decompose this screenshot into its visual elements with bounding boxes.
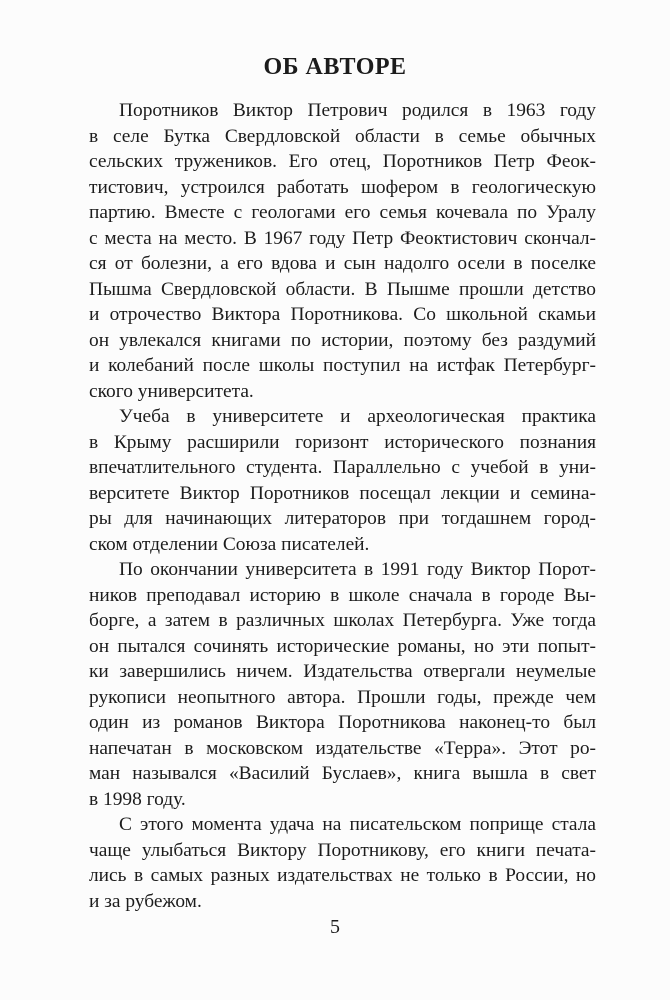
text-line: и отрочество Виктора Поротникова. Со школьной скамьи (89, 304, 596, 325)
text-line: ников преподавал историю в школе сначала в городе Вы- (89, 584, 596, 606)
paragraph (89, 404, 596, 557)
text-line: и колебаний после школы поступил на истфак Петербург- (89, 355, 596, 376)
text-line: он увлекался книгами по истории, поэтому без раздумий (89, 329, 596, 351)
text-line: один из романов Виктора Поротникова наконец-то был (89, 712, 596, 733)
text-line: борге, а затем в различных школах Петербурга. Уже тогда (89, 610, 596, 631)
text-line: Учеба в университете и археологическая практика (119, 406, 596, 427)
page-number: 5 (330, 916, 340, 938)
text-line: ского университета. (89, 380, 254, 402)
text-line: в 1998 году. (89, 788, 186, 810)
text-line: тистович, устроился работать шофером в геологическую (89, 176, 596, 198)
text-line: ры для начинающих литераторов при тогдашнем город- (89, 508, 596, 529)
paragraph (89, 812, 596, 914)
text-line: сельских тружеников. Его отец, Поротников Петр Феок- (89, 151, 596, 172)
text-line: С этого момента удача на писательском поприще стала (119, 814, 596, 835)
text-line: верситете Виктор Поротников посещал лекции и семина- (89, 482, 596, 504)
paragraph (89, 557, 596, 812)
text-line: По окончании университета в 1991 году Виктор Порот- (119, 559, 596, 580)
text-line: в Крыму расширили горизонт исторического познания (89, 431, 596, 453)
text-line: рукописи неопытного автора. Прошли годы, прежде чем (89, 686, 596, 708)
text-line: Пышма Свердловской области. В Пышме прошли детство (89, 278, 596, 300)
text-line: напечатан в московском издательстве «Терра». Этот ро- (89, 737, 596, 759)
text-line: ман назывался «Василий Буслаев», книга вышла в свет (89, 763, 596, 784)
text-line: он пытался сочинять исторические романы, но эти попыт- (89, 635, 596, 657)
text-line: Поротников Виктор Петрович родился в 1963 году (119, 100, 596, 121)
text-line: и за рубежом. (89, 890, 202, 912)
text-line: в селе Бутка Свердловской области в семье обычных (89, 125, 596, 147)
body-text (89, 98, 596, 914)
page-title: ОБ АВТОРЕ (263, 54, 407, 80)
text-line: партию. Вместе с геологами его семья кочевала по Уралу (89, 202, 596, 223)
text-line: ском отделении Союза писателей. (89, 533, 370, 555)
text-line: с места на место. В 1967 году Петр Феоктистович скончал- (89, 227, 596, 249)
text-line: лись в самых разных издательствах не только в России, но (89, 865, 596, 886)
text-line: впечатлительного студента. Параллельно с учебой в уни- (89, 457, 596, 478)
paragraph (89, 98, 596, 404)
text-line: ся от болезни, а его вдова и сын надолго осели в поселке (89, 253, 596, 274)
text-line: чаще улыбаться Виктору Поротникову, его книги печата- (89, 839, 596, 861)
text-line: ки завершились ничем. Издательства отвергали неумелые (89, 661, 596, 682)
